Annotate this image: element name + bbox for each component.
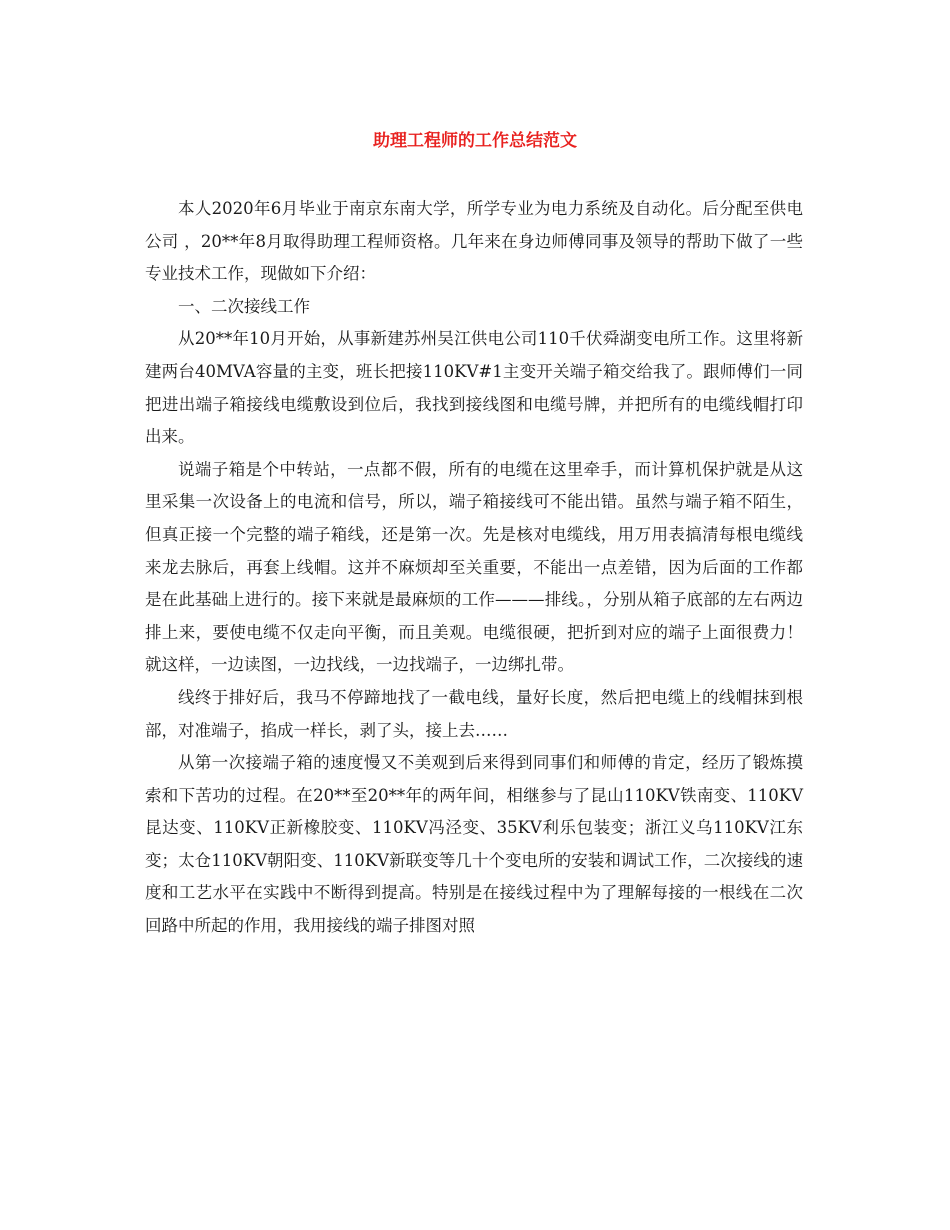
- paragraph-wire-arrangement: 线终于排好后，我马不停蹄地找了一截电线，量好长度，然后把电缆上的线帽抹到根部，对准端子，掐成一样长，剥了头，接上去……: [145, 687, 803, 740]
- paragraph-experience: 从第一次接端子箱的速度慢又不美观到后来得到同事们和师傅的肯定，经历了锻炼摸索和下苦功的过程。在20**至20**年的两年间，相继参与了昆山110KV铁南变、110KV昆达变、110KV正新橡胶变、110KV冯泾变、35KV利乐包装变；浙江义乌110KV江东变；太仓110KV朝阳变、110KV新联变等几十个变电所的安装和调试工作，二次接线的速度和工艺水平在实践中不断得到提高。特别是在接线过程中为了理解每接的一根线在二次回路中所起的作用，我用接线的端子排图对照: [145, 753, 803, 936]
- document-title: 助理工程师的工作总结范文: [373, 131, 577, 151]
- paragraph-project-start: 从20**年10月开始，从事新建苏州吴江供电公司110千伏舜湖变电所工作。这里将新建两台40MVA容量的主变，班长把接110KV#1主变开关端子箱交给我了。跟师傅们一同把进出端子箱接线电缆敷设到位后，我找到接线图和电缆号牌，并把所有的电缆线帽打印出来。: [145, 329, 803, 447]
- section-heading-wiring: 一、二次接线工作: [178, 296, 310, 316]
- document-body: [145, 193, 803, 943]
- paragraph-intro: 本人2020年6月毕业于南京东南大学，所学专业为电力系统及自动化。后分配至供电公司 ，20**年8月取得助理工程师资格。几年来在身边师傅同事及领导的帮助下做了一些专业技术工作，现做如下介绍：: [145, 199, 803, 284]
- paragraph-terminal-box: 说端子箱是个中转站，一点都不假，所有的电缆在这里牵手，而计算机保护就是从这里采集一次设备上的电流和信号，所以，端子箱接线可不能出错。虽然与端子箱不陌生，但真正接一个完整的端子箱线，还是第一次。先是核对电缆线，用万用表搞清每根电缆线来龙去脉后，再套上线帽。这并不麻烦却至关重要，不能出一点差错，因为后面的工作都是在此基础上进行的。接下来就是最麻烦的工作———排线。，分别从箱子底部的左右两边排上来，要使电缆不仅走向平衡，而且美观。电缆很硬，把折到对应的端子上面很费力！就这样，一边读图，一边找线，一边找端子，一边绑扎带。: [145, 459, 803, 675]
